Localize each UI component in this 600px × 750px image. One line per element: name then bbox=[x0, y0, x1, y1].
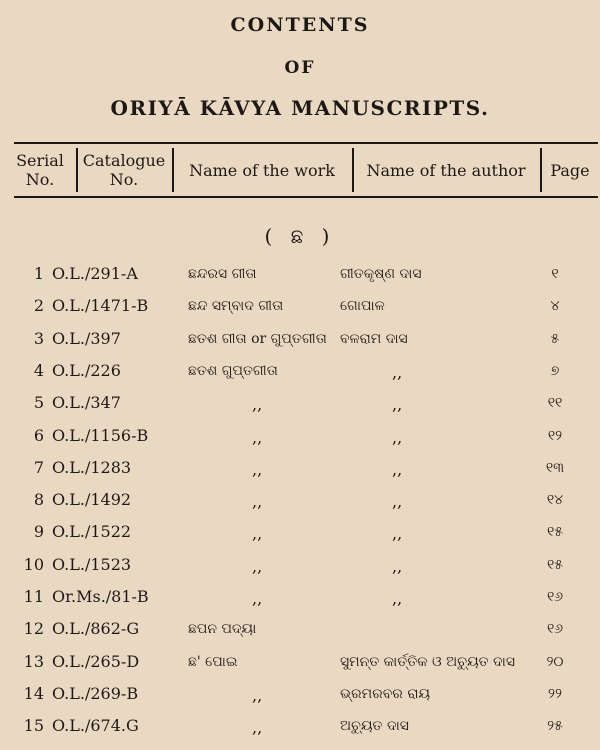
table-row bbox=[0, 555, 600, 583]
author-name: ,, bbox=[392, 362, 403, 382]
serial-number: 3 bbox=[33, 328, 44, 348]
author-name: ବଳରାମ ଦାସ bbox=[340, 330, 408, 347]
page-number: ୧୧ bbox=[547, 395, 563, 412]
page-number: ୧୬ bbox=[546, 621, 564, 638]
page-number: ୧୪ bbox=[546, 492, 564, 509]
header-serial bbox=[6, 148, 74, 192]
heading-contents: CONTENTS bbox=[230, 14, 370, 36]
page-number: ୧ bbox=[551, 266, 559, 282]
author-name: ,, bbox=[392, 395, 403, 415]
author-name: ,, bbox=[392, 556, 403, 576]
table-row bbox=[0, 296, 600, 324]
table-row bbox=[0, 458, 600, 486]
header-serial-line2: No. bbox=[25, 170, 55, 189]
page-number: ୧୬ bbox=[546, 589, 564, 605]
header-work bbox=[174, 148, 350, 192]
serial-number: 10 bbox=[23, 554, 44, 574]
catalogue-number: O.L./397 bbox=[52, 328, 121, 348]
table-row bbox=[0, 361, 600, 389]
work-name: ,, bbox=[252, 492, 263, 512]
author-name: ସୁମନ୍ତ କାର୍ତ୍ତିକ ଓ ଅଚ୍ୟୁତ ଦାସ bbox=[340, 653, 516, 670]
header-catalogue bbox=[78, 148, 170, 192]
author-name: ,, bbox=[392, 589, 403, 608]
serial-number: 8 bbox=[33, 490, 44, 510]
author-name: ,, bbox=[392, 524, 403, 544]
page-number: ୨୨ bbox=[548, 685, 562, 702]
table-row bbox=[0, 587, 600, 615]
page-number: ୫ bbox=[550, 330, 560, 347]
page-number: ୨୦ bbox=[546, 653, 564, 670]
header-page bbox=[542, 148, 598, 192]
table-row bbox=[0, 264, 600, 292]
header-catalogue-line2: No. bbox=[109, 170, 139, 189]
author-name: ଗୋପାଳ bbox=[340, 298, 385, 315]
author-name: ,, bbox=[392, 492, 403, 512]
catalogue-number: Or.Ms./81-B bbox=[52, 587, 149, 606]
catalogue-number: O.L./1522 bbox=[52, 522, 132, 542]
work-name: ,, bbox=[252, 589, 263, 608]
author-name: ,, bbox=[392, 459, 403, 479]
serial-number: 15 bbox=[23, 716, 44, 736]
heading-manuscripts: ORIYĀ KĀVYA MANUSCRIPTS. bbox=[110, 96, 490, 120]
header-catalogue-line1: Catalogue bbox=[82, 151, 166, 170]
heading-of: OF bbox=[284, 58, 316, 78]
serial-number: 12 bbox=[23, 619, 44, 639]
serial-number: 6 bbox=[33, 425, 44, 445]
page-number: ୧୩ bbox=[545, 459, 565, 476]
catalogue-number: O.L./1156-B bbox=[52, 425, 149, 445]
work-name: ଛପନ ପଦ୍ୟା bbox=[188, 621, 257, 638]
serial-number: 1 bbox=[33, 264, 44, 283]
page-number: ୧୫ bbox=[546, 524, 564, 541]
table-top-rule bbox=[14, 142, 598, 144]
table-row bbox=[0, 329, 600, 357]
serial-number: 9 bbox=[33, 522, 44, 542]
work-name: ଛନ୍ଦ ସମ୍ବାଦ ଗୀତା bbox=[188, 298, 284, 315]
serial-number: 2 bbox=[33, 296, 44, 316]
author-name: ଅଚ୍ୟୁତ ଦାସ bbox=[340, 718, 409, 735]
catalogue-number: O.L./269-B bbox=[52, 683, 139, 703]
catalogue-number: O.L./1283 bbox=[52, 457, 132, 477]
header-page-label: Page bbox=[550, 160, 590, 180]
work-name: ,, bbox=[252, 685, 263, 705]
author-name: ଭ୍ରମରବର ରାୟ bbox=[340, 685, 431, 702]
catalogue-number: O.L./226 bbox=[52, 360, 121, 380]
work-name: ଛତଶ ଗୁପ୍ତଗୀତା bbox=[188, 362, 278, 379]
work-name: ,, bbox=[252, 718, 263, 738]
serial-number: 7 bbox=[33, 457, 44, 477]
author-name: ଗୀତକୃଷ୍ଣ ଦାସ bbox=[340, 266, 422, 282]
header-author-label: Name of the author bbox=[366, 160, 526, 180]
work-name: ଛ' ପୋଇ bbox=[188, 653, 238, 670]
serial-number: 14 bbox=[23, 683, 44, 703]
table-header-bottom-rule bbox=[14, 196, 598, 198]
work-name: ,, bbox=[252, 556, 263, 576]
page-number: ୨୫ bbox=[547, 718, 563, 735]
work-name: ,, bbox=[252, 459, 263, 479]
table-row bbox=[0, 393, 600, 421]
table-row bbox=[0, 684, 600, 712]
header-serial-line1: Serial bbox=[16, 151, 64, 170]
serial-number: 4 bbox=[33, 360, 44, 380]
section-label: ( ଛ ) bbox=[264, 224, 336, 248]
serial-number: 13 bbox=[23, 651, 44, 671]
page-number: ୪ bbox=[550, 298, 560, 315]
work-name: ଛନ୍ଦରସ ଗୀତା bbox=[188, 266, 257, 282]
author-name: ,, bbox=[392, 427, 403, 447]
page-number: ୧୫ bbox=[546, 556, 564, 573]
table-row bbox=[0, 490, 600, 518]
header-author bbox=[354, 148, 538, 192]
table-row bbox=[0, 652, 600, 680]
table-row bbox=[0, 426, 600, 454]
catalogue-number: O.L./862-G bbox=[52, 619, 140, 639]
page-number: ୭ bbox=[550, 362, 560, 379]
header-work-label: Name of the work bbox=[189, 160, 335, 180]
catalogue-number: O.L./1471-B bbox=[52, 296, 149, 316]
catalogue-number: O.L./1523 bbox=[52, 554, 132, 574]
table-row bbox=[0, 716, 600, 744]
work-name: ,, bbox=[252, 395, 263, 415]
catalogue-number: O.L./265-D bbox=[52, 651, 140, 671]
catalogue-number: O.L./1492 bbox=[52, 490, 132, 510]
table-row bbox=[0, 522, 600, 550]
catalogue-number: O.L./347 bbox=[52, 393, 121, 413]
serial-number: 11 bbox=[23, 587, 44, 606]
work-name: ,, bbox=[252, 524, 263, 544]
table-row bbox=[0, 619, 600, 647]
page-number: ୧୨ bbox=[547, 427, 563, 444]
catalogue-number: O.L./291-A bbox=[52, 264, 138, 283]
work-name: ଛତଶ ଗୀତା or ଗୁପ୍ତଗୀତା bbox=[188, 330, 327, 347]
work-name: ,, bbox=[252, 427, 263, 447]
catalogue-number: O.L./674.G bbox=[52, 716, 139, 736]
serial-number: 5 bbox=[33, 393, 44, 413]
